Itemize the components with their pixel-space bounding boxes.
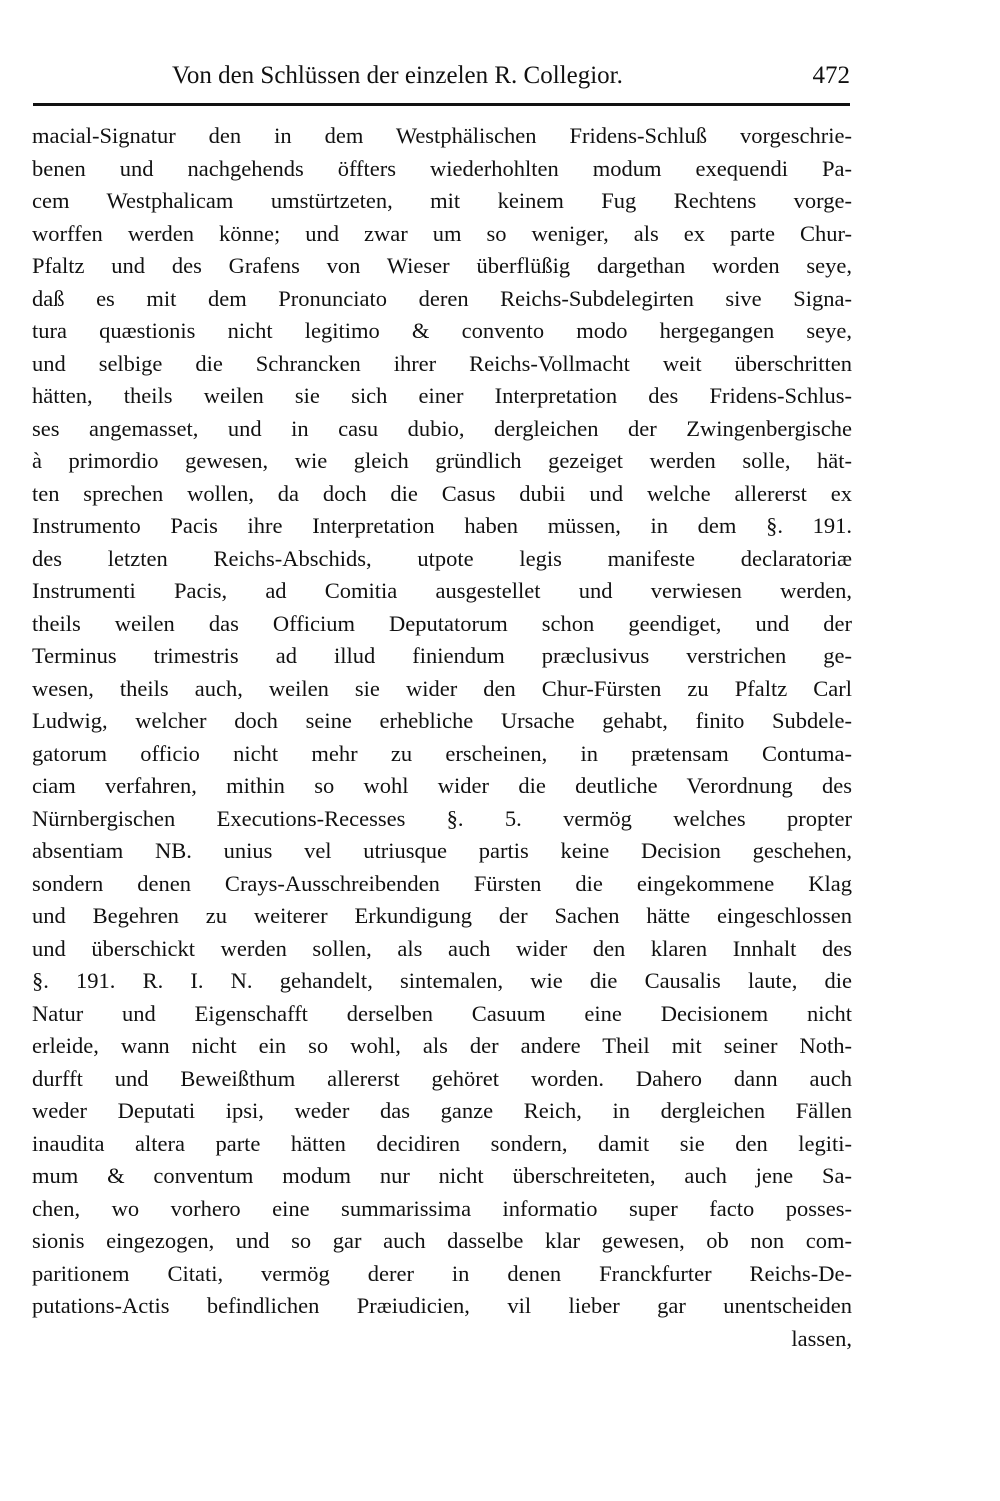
text-line: cem Westphalicam umstürtzeten, mit keinem Fug Rechtens vorge- xyxy=(32,188,852,213)
text-line: tura quæstionis nicht legitimo & convento modo hergegangen seye, xyxy=(32,318,852,343)
text-line: putations-Actis befindlichen Præiudicien, vil lieber gar unentscheiden xyxy=(32,1293,852,1318)
text-line: des letzten Reichs-Abschids, utpote legis manifeste declaratoriæ xyxy=(32,545,852,571)
text-line: ses angemasset, und in casu dubio, dergleichen der Zwingenbergische xyxy=(32,415,852,441)
text-line: und Begehren zu weiterer Erkundigung der Sachen hätte eingeschlossen xyxy=(32,903,852,928)
text-line: macial-Signatur den in dem Westphälischen Fridens-Schluß vorgeschrie- xyxy=(32,123,852,148)
text-line: mum & conventum modum nur nicht überschreiteten, auch jene Sa- xyxy=(32,1163,852,1188)
text-line: erleide, wann nicht ein so wohl, als der andere Theil mit seiner Noth- xyxy=(32,1033,852,1058)
text-line: theils weilen das Officium Deputatorum schon geendiget, und der xyxy=(32,610,852,636)
text-line: sondern denen Crays-Ausschreibenden Fürsten die eingekommene Klag xyxy=(32,870,852,896)
text-line: weder Deputati ipsi, weder das ganze Reich, in dergleichen Fällen xyxy=(32,1098,852,1123)
running-head xyxy=(150,58,850,98)
running-title: Von den Schlüssen der einzelen R. Collegior. xyxy=(172,62,623,89)
text-line: à primordio gewesen, wie gleich gründlich gezeiget werden solle, hät- xyxy=(32,448,852,473)
text-line: inaudita altera parte hätten decidiren sondern, damit sie den legiti- xyxy=(32,1130,852,1156)
text-line: durfft und Beweißthum allererst gehöret worden. Dahero dann auch xyxy=(32,1065,852,1091)
text-line: Nürnbergischen Executions-Recesses §. 5. vermög welches propter xyxy=(32,805,852,831)
text-line: lassen, xyxy=(791,1325,852,1351)
text-line: hätten, theils weilen sie sich einer Interpretation des Fridens-Schlus- xyxy=(32,383,852,408)
text-line: ciam verfahren, mithin so wohl wider die deutliche Verordnung des xyxy=(32,773,852,798)
header-rule xyxy=(33,103,850,106)
text-line: paritionem Citati, vermög derer in denen Franckfurter Reichs-De- xyxy=(32,1260,852,1286)
text-line: daß es mit dem Pronunciato deren Reichs-Subdelegirten sive Signa- xyxy=(32,285,852,311)
text-line: Terminus trimestris ad illud finiendum præclusivus verstrichen ge- xyxy=(32,643,852,668)
text-line: Instrumento Pacis ihre Interpretation haben müssen, in dem §. 191. xyxy=(32,513,852,538)
text-line: Natur und Eigenschafft derselben Casuum eine Decisionem nicht xyxy=(32,1000,852,1026)
text-line: gatorum officio nicht mehr zu erscheinen, in prætensam Contuma- xyxy=(32,740,852,766)
text-line: absentiam NB. unius vel utriusque partis keine Decision geschehen, xyxy=(32,838,852,863)
text-line: Pfaltz und des Grafens von Wieser überflüßig dargethan worden seye, xyxy=(32,253,852,278)
text-line: chen, wo vorhero eine summarissima informatio super facto posses- xyxy=(32,1195,852,1221)
text-line: und überschickt werden sollen, als auch wider den klaren Innhalt des xyxy=(32,935,852,961)
body-text xyxy=(32,120,852,1355)
page-number: 472 xyxy=(812,62,850,89)
text-line: und selbige die Schrancken ihrer Reichs-Vollmacht weit überschritten xyxy=(32,350,852,376)
text-line: wesen, theils auch, weilen sie wider den Chur-Fürsten zu Pfaltz Carl xyxy=(32,675,852,701)
text-line: Ludwig, welcher doch seine erhebliche Ursache gehabt, finito Subdele- xyxy=(32,708,852,733)
text-line: sionis eingezogen, und so gar auch dasselbe klar gewesen, ob non com- xyxy=(32,1228,852,1253)
text-line: ten sprechen wollen, da doch die Casus dubii und welche allererst ex xyxy=(32,480,852,506)
text-line: worffen werden könne; und zwar um so weniger, als ex parte Chur- xyxy=(32,220,852,246)
text-line: Instrumenti Pacis, ad Comitia ausgestellet und verwiesen werden, xyxy=(32,578,852,603)
text-line: §. 191. R. I. N. gehandelt, sintemalen, wie die Causalis laute, die xyxy=(32,968,852,993)
text-line: benen und nachgehends öffters wiederhohlten modum exequendi Pa- xyxy=(32,155,852,181)
